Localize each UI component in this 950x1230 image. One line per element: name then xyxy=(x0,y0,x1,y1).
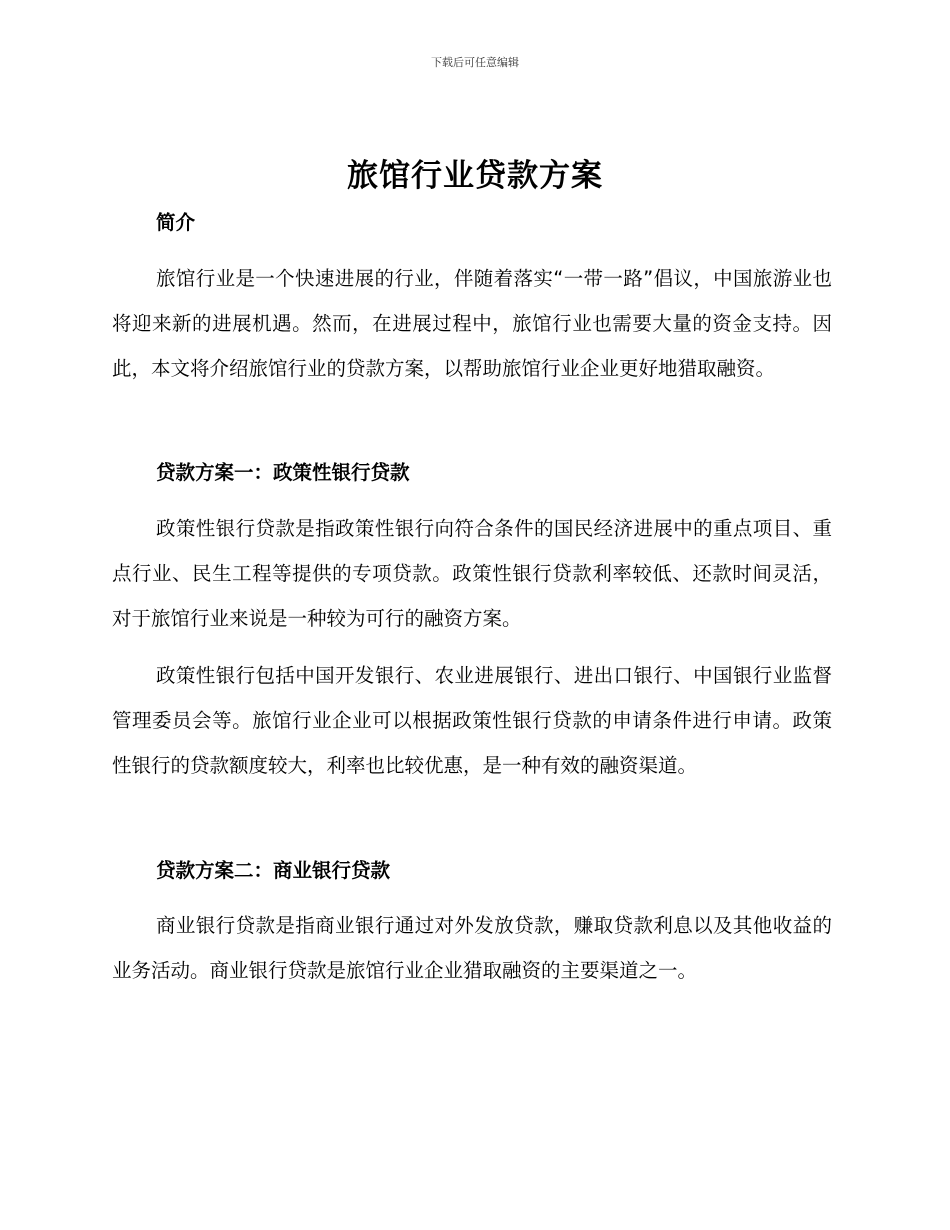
document-title: 旅馆行业贷款方案 xyxy=(347,158,603,194)
plan-one-paragraph-2: 政策性银行包括中国开发银行、农业进展银行、进出口银行、中国银行业监督管理委员会等。旅馆行业企业可以根据政策性银行贷款的申请条件进行申请。政策性银行的贷款额度较大，利率也比较优惠，是一种有效的融资渠道。 xyxy=(112,664,832,777)
section-heading-intro: 简介 xyxy=(156,211,196,234)
plan-two-paragraph-1: 商业银行贷款是指商业银行通过对外发放贷款，赚取贷款利息以及其他收益的业务活动。商业银行贷款是旅馆行业企业猎取融资的主要渠道之一。 xyxy=(112,914,832,982)
section-heading-plan-one: 贷款方案一：政策性银行贷款 xyxy=(156,461,410,484)
plan-one-paragraph-1: 政策性银行贷款是指政策性银行向符合条件的国民经济进展中的重点项目、重点行业、民生工程等提供的专项贷款。政策性银行贷款利率较低、还款时间灵活，对于旅馆行业来说是一种较为可行的融资方案。 xyxy=(112,517,832,630)
page-header-note: 下载后可任意编辑 xyxy=(431,56,519,69)
section-heading-plan-two: 贷款方案二：商业银行贷款 xyxy=(156,859,391,882)
intro-paragraph: 旅馆行业是一个快速进展的行业，伴随着落实“一带一路”倡议，中国旅游业也将迎来新的进展机遇。然而，在进展过程中，旅馆行业也需要大量的资金支持。因此，本文将介绍旅馆行业的贷款方案，以帮助旅馆行业企业更好地猎取融资。 xyxy=(112,267,832,380)
